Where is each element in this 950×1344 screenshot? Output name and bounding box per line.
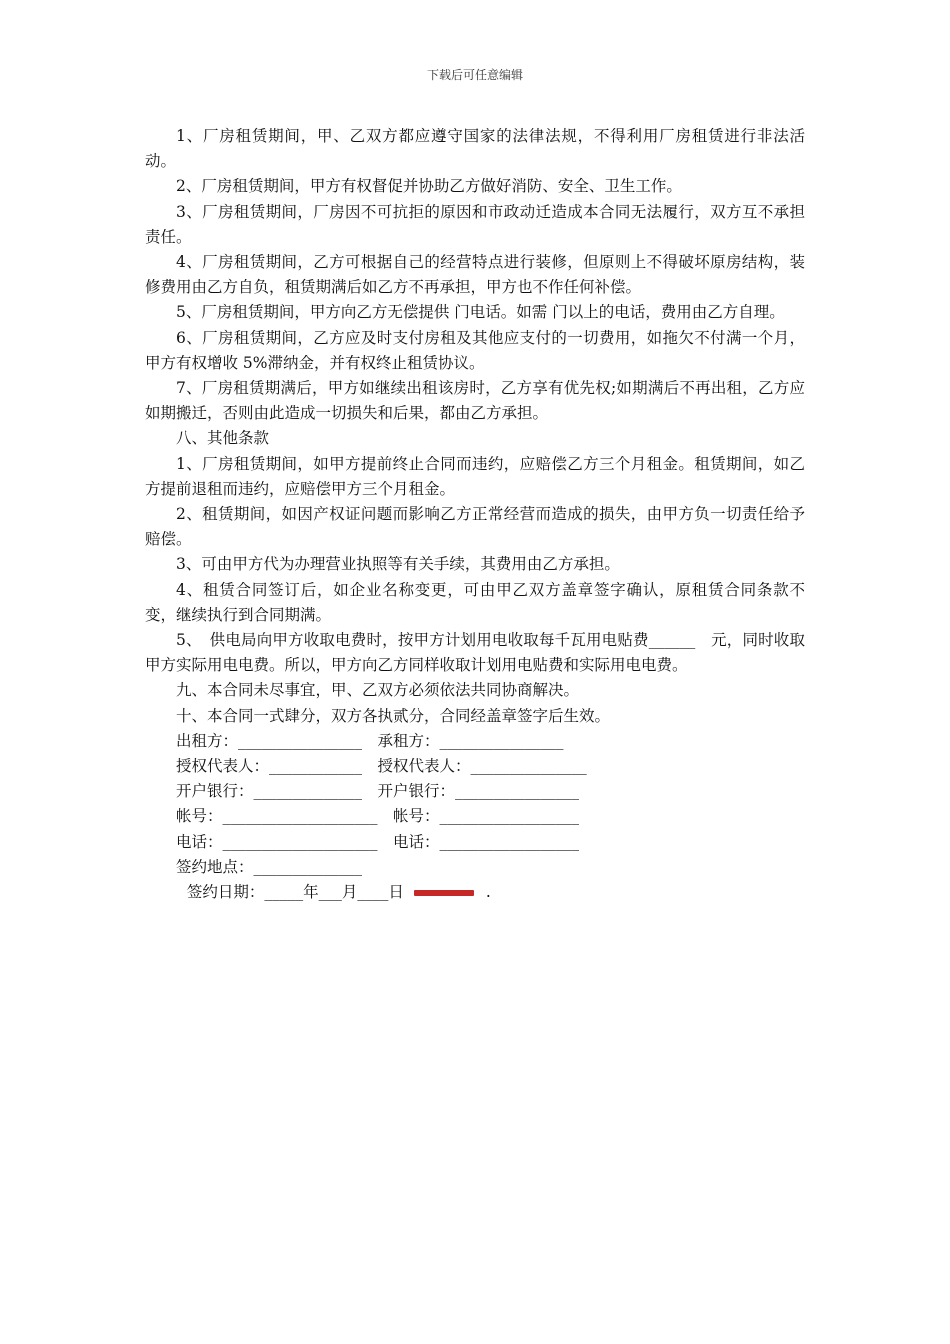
section-heading: 八、其他条款 bbox=[176, 429, 270, 448]
clause-paragraph: 4、租赁合同签订后，如企业名称变更，可由甲乙双方盖章签字确认，原租赁合同条款不变，继续执行到合同期满。 bbox=[145, 580, 805, 624]
signature-line-location: 签约地点：______________ bbox=[176, 857, 363, 876]
sign-date-text: 签约日期：_____年___月____日 bbox=[186, 883, 404, 902]
clause-paragraph: 3、可由甲方代为办理营业执照等有关手续，其费用由乙方承担。 bbox=[176, 555, 620, 574]
clause-paragraph: 7、厂房租赁期满后，甲方如继续出租该房时，乙方享有优先权;如期满后不再出租，乙方应如期搬迁，否则由此造成一切损失和后果，都由乙方承担。 bbox=[145, 379, 805, 423]
sign-date-tail: . bbox=[485, 883, 491, 902]
page-header: 下载后可任意编辑 bbox=[426, 68, 523, 82]
clause-paragraph: 6、厂房租赁期间，乙方应及时支付房租及其他应支付的一切费用，如拖欠不付满一个月，甲方有权增收 5%滞纳金，并有权终止租赁协议。 bbox=[145, 328, 805, 372]
clause-paragraph: 5、厂房租赁期间，甲方向乙方无偿提供 门电话。如需 门以上的电话，费用由乙方自理。 bbox=[176, 303, 785, 322]
clause-paragraph: 1、厂房租赁期间，如甲方提前终止合同而违约，应赔偿乙方三个月租金。租赁期间，如乙方提前退租而违约，应赔偿甲方三个月租金。 bbox=[145, 454, 805, 498]
clause-paragraph: 2、租赁期间，如因产权证问题而影响乙方正常经营而造成的损失，由甲方负一切责任给予赔偿。 bbox=[145, 505, 805, 549]
clause-paragraph: 九、本合同未尽事宜，甲、乙双方必须依法共同协商解决。 bbox=[176, 681, 580, 700]
seal-mark bbox=[414, 890, 474, 896]
clause-paragraph: 十、本合同一式肆分，双方各执贰分，合同经盖章签字后生效。 bbox=[176, 706, 611, 725]
signature-line-parties: 出租方：________________ 承租方：________________ bbox=[176, 731, 564, 750]
signature-line-representative: 授权代表人：____________ 授权代表人：_______________ bbox=[176, 757, 587, 776]
clause-paragraph: 5、 供电局向甲方收取电费时，按甲方计划用电收取每千瓦用电贴费______ 元，同时收取甲方实际用电电费。所以，甲方向乙方同样收取计划用电贴费和实际用电电费。 bbox=[145, 631, 805, 675]
clause-paragraph: 3、厂房租赁期间，厂房因不可抗拒的原因和市政动迁造成本合同无法履行，双方互不承担责任。 bbox=[145, 202, 805, 246]
signature-date-line bbox=[145, 880, 805, 905]
signature-line-account: 帐号：____________________ 帐号：__________________ bbox=[176, 807, 580, 826]
signature-line-phone: 电话：____________________ 电话：__________________ bbox=[176, 832, 580, 851]
contract-body bbox=[145, 124, 805, 905]
clause-paragraph: 2、厂房租赁期间，甲方有权督促并协助乙方做好消防、安全、卫生工作。 bbox=[176, 177, 682, 196]
signature-line-bank: 开户银行：______________ 开户银行：________________ bbox=[176, 782, 580, 801]
clause-paragraph: 1、厂房租赁期间，甲、乙双方都应遵守国家的法律法规，不得利用厂房租赁进行非法活动。 bbox=[145, 127, 805, 171]
clause-paragraph: 4、厂房租赁期间，乙方可根据自己的经营特点进行装修，但原则上不得破坏原房结构，装修费用由乙方自负，租赁期满后如乙方不再承担，甲方也不作任何补偿。 bbox=[145, 253, 805, 297]
